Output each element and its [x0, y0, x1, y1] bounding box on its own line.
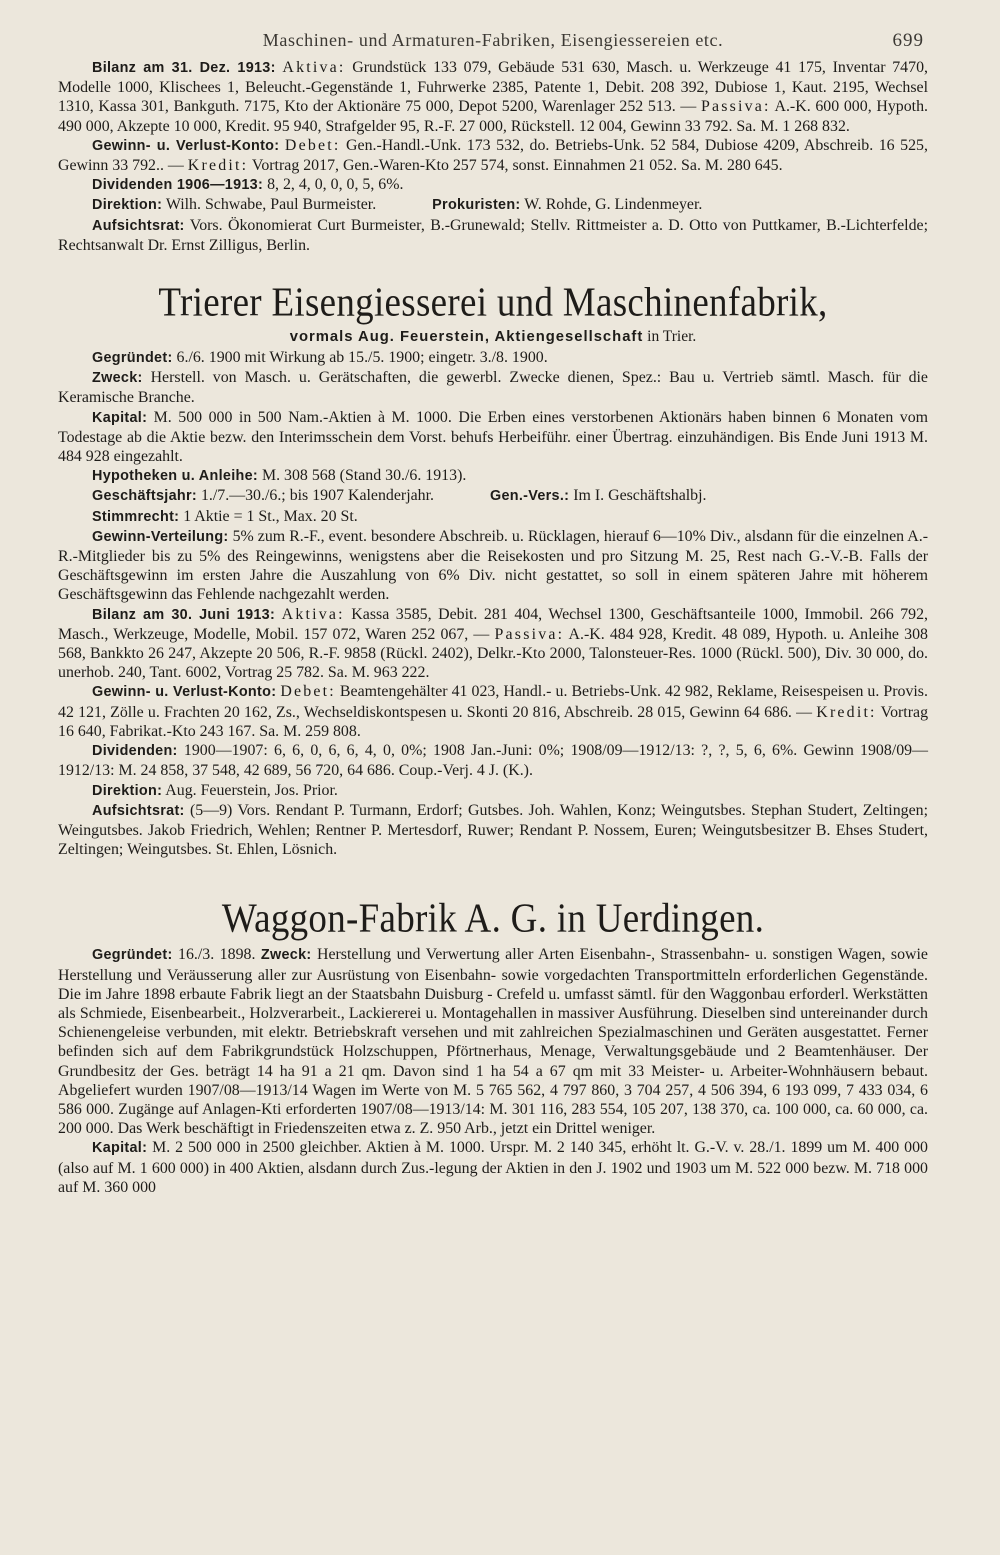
direktion-text: Aug. Feuerstein, Jos. Prior.	[165, 781, 338, 799]
aufsichtsrat-text: (5—9) Vors. Rendant P. Turmann, Erdorf; Gutsbes. Joh. Wahlen, Konz; Weingutsbes. Stephan Studert, Zeltingen; Weingutsbes. Jakob Friedrich, Wehlen; Rentner P. Mertesdorf, Ruwer; Rendant P. Nossem, Euren; Weingutsbesitzer B. Ehses Studert, Zeltingen; Weingutsbes. St. Ehlen, Lösnich.	[58, 801, 928, 859]
dividenden-text: 8, 2, 4, 0, 0, 0, 5, 6%.	[267, 176, 404, 194]
aufsichtsrat-label: Aufsichtsrat:	[92, 217, 185, 234]
passiva-label: Passiva:	[700, 98, 771, 116]
kapital-text: M. 500 000 in 500 Nam.-Aktien à M. 1000. Die Erben eines verstorbenen Aktionärs haben binnen 6 Monaten vom Todestage ab die Aktie bezw. den Interimsschein dem Vorst. behufs Herbeiführ. einer Übertrag. einzuhändigen. Bis Ende Juni 1913 M. 484 928 eingezahlt.	[58, 408, 928, 466]
kapital-entry	[58, 408, 928, 467]
dividenden-entry	[58, 175, 928, 195]
prokuristen-text: W. Rohde, G. Lindenmeyer.	[524, 196, 703, 214]
bilanz-label: Bilanz am 31. Dez. 1913:	[92, 60, 276, 76]
guv-label: Gewinn- u. Verlust-Konto:	[92, 137, 280, 154]
stimmrecht-label: Stimmrecht:	[92, 508, 180, 525]
gewinnverteilung-entry	[58, 527, 928, 605]
kredit-text: Vortrag 16 640, Fabrikat.-Kto 243 167. Sa. M. 259 808.	[58, 703, 929, 740]
aufsichtsrat-entry	[58, 801, 928, 860]
guv-entry	[58, 682, 928, 741]
debet-text: Beamtengehälter 41 023, Handl.- u. Betriebs-Unk. 42 982, Reklame, Reisespeisen u. Provis. 42 121, Zölle u. Frachten 20 162, Zs., Wechseldiskontspesen u. Skonti 20 816, Abschreib. 28 015, Gewinn 64 686. —	[58, 683, 928, 721]
direktion-label: Direktion:	[92, 197, 163, 214]
kapital-text: M. 2 500 000 in 2500 gleichber. Aktien à M. 1000. Urspr. M. 2 140 345, erhöht lt. G.-V. v. 28./1. 1899 um M. 400 000 (also auf M. 1 600 000) in 400 Aktien, alsdann durch Zus.-legung der Aktien in den J. 1902 und 1903 um M. 522 000 bezw. M. 718 000 auf M. 360 000	[58, 1139, 929, 1196]
dividenden-label: Dividenden:	[92, 743, 178, 760]
aktiva-label: Aktiva:	[281, 605, 345, 623]
geschaeftsjahr-label: Geschäftsjahr:	[92, 488, 197, 505]
waggon-section	[58, 897, 928, 1197]
hypotheken-label: Hypotheken u. Anleihe:	[92, 468, 258, 485]
gegruendet-text: 16./3. 1898.	[178, 946, 256, 964]
bilanz-entry	[58, 605, 928, 683]
prokuristen-label: Prokuristen:	[432, 197, 521, 214]
passiva-text: A.-K. 484 928, Kredit. 48 089, Hypoth. u. Anleihe 308 568, Bankkto 26 247, Akzepte 20 506, R.-F. 9858 (Rückl. 2402), Delkr.-Kto 2000, Talonsteuer-Res. 1000 (Rückl. 500), Div. 30 000, do. unerhob. 240, Tant. 6002, Vortrag 25 782. Sa. M. 963 222.	[58, 625, 928, 682]
company-title-waggon: Waggon-Fabrik A. G. in Uerdingen.	[221, 895, 765, 942]
kredit-label: Kredit:	[816, 703, 877, 721]
aufsichtsrat-entry	[58, 216, 928, 255]
guv-entry	[58, 136, 928, 175]
kapital-label: Kapital:	[92, 1140, 148, 1157]
company-title-trierer: Trierer Eisengiesserei und Maschinenfabrik,	[158, 279, 828, 326]
gegruendet-label: Gegründet:	[92, 947, 173, 964]
direktion-label: Direktion:	[92, 782, 163, 799]
debet-text: Gen.-Handl.-Unk. 173 532, do. Betriebs-Unk. 52 584, Dubiose 4209, Abschreib. 16 525, Gewinn 33 792.. —	[58, 136, 928, 175]
previous-company-section	[58, 58, 928, 255]
aktiva-text: Grundstück 133 079, Gebäude 531 630, Masch. u. Werkzeuge 41 175, Inventar 7470, Modelle 1000, Klischees 1, Beleucht.-Gegenstände 1, Fuhrwerke 2385, Patente 1, Debit. 208 392, Dubiose 1, Kaut. 2195, Wechsel 1310, Kassa 301, Bankguth. 7175, Kto der Aktionäre 75 000, Depot 5200, Warenlager 252 513. —	[58, 59, 928, 116]
kapital-label: Kapital:	[92, 409, 148, 426]
kredit-label: Kredit:	[187, 157, 249, 175]
aufsichtsrat-text: Vors. Ökonomierat Curt Burmeister, B.-Grunewald; Stellv. Rittmeister a. D. Otto von Puttkamer, B.-Lichterfelde; Rechtsanwalt Dr. Ernst Zilligus, Berlin.	[58, 216, 928, 254]
gegruendet-text: 6./6. 1900 mit Wirkung ab 15./5. 1900; eingetr. 3./8. 1900.	[176, 349, 548, 367]
kapital-entry	[58, 1138, 928, 1197]
guv-label: Gewinn- u. Verlust-Konto:	[92, 684, 277, 701]
running-head	[58, 28, 928, 58]
hypotheken-entry	[58, 466, 928, 486]
running-title: Maschinen- und Armaturen-Fabriken, Eisengiessereien etc.	[262, 30, 724, 50]
direktion-entry	[58, 781, 928, 801]
dividenden-text: 1900—1907: 6, 6, 0, 6, 6, 4, 0, 0%; 1908 Jan.-Juni: 0%; 1908/09—1912/13: ?, ?, 5, 6, 6%. Gewinn 1908/09—1912/13: M. 24 858, 37 548, 42 689, 56 720, 64 686. Coup.-Verj. 4 J. (K.).	[58, 742, 928, 780]
stimmrecht-text: 1 Aktie = 1 St., Max. 20 St.	[183, 507, 358, 525]
gegruendet-entry	[58, 348, 928, 368]
gewinnverteilung-text: 5% zum R.-F., event. besondere Abschreib. u. Rücklagen, hierauf 6—10% Div., alsdann für die einzelnen A.-R.-Mitglieder bis zu 5% des Reingewinns, wenigstens aber die Reisekosten und pro Sitzung M. 25, Rest nach G.-V.-B. Falls der Geschäftsgewinn im ersten Jahre die Auszahlung von 6% Div. nicht gestattet, so soll in einem späteren Jahre mit höherem Geschäftsgewinn das Fehlende nachgezahlt werden.	[58, 527, 928, 604]
geschaeftsjahr-text: 1./7.—30./6.; bis 1907 Kalenderjahr.	[200, 487, 434, 505]
aktiva-label: Aktiva:	[282, 59, 346, 76]
passiva-text: A.-K. 600 000, Hypoth. 490 000, Akzepte 10 000, Kredit. 95 940, Strafgelder 95, R.-F. 27 000, Rückstell. 12 004, Gewinn 33 792. Sa. M. 1 268 832.	[58, 98, 928, 135]
zweck-entry	[58, 368, 928, 407]
zweck-text: Herstell. von Masch. u. Gerätschaften, die gewerbl. Zwecke dienen, Spez.: Bau u. Vertrieb sämtl. Masch. für die Keramische Branche.	[58, 369, 928, 407]
gegruendet-label: Gegründet:	[92, 350, 173, 367]
gegruendet-zweck-entry	[58, 945, 928, 1138]
zweck-text: Herstellung und Verwertung aller Arten Eisenbahn-, Strassenbahn- u. sonstigen Wagen, sowie Herstellung und Veräusserung aller zur Ausrüstung von Eisenbahn- sowie vorgedachten Transportmitteln erforderlichen Gegenstände. Die im Jahre 1898 erbaute Fabrik liegt an der Staatsbahn Duisburg - Crefeld u. umfasst sämtl. für den Waggonbau erforderl. Werkstätten als Schmiede, Eisenbearbeit., Holzverarbeit., Lackiererei u. Montagehallen in massiver Ausführung. Dieselben sind untereinander durch Schienengeleise verbunden, mit elektr. Betriebskraft versehen und mit zahlreichen Spezialmaschinen und Geräten ausgestattet. Ferner befinden sich auf dem Fabrikgrundstück Holzschuppen, Pförtnerhaus, Menage, Verwaltungsgebäude und 2 Beamtenhäuser. Der Grundbesitz der Ges. beträgt 14 ha 91 a 21 qm. Davon sind 1 ha 54 a 67 qm mit 33 Meister- u. Arbeiter-Wohnhäusern bebaut. Abgeliefert wurden 1907/08—1913/14 Wagen im Werte von M. 5 765 562, 4 797 860, 3 704 257, 4 506 394, 6 193 099, 7 433 034, 6 586 000. Zugänge auf Anlagen-Kti erforderten 1907/08—1913/14: M. 301 116, 283 554, 105 207, 138 370, ca. 100 000, ca. 60 000, ca. 200 000. Das Werk beschäftigt in Friedenszeiten etwa z. Z. 950 Arb., jetzt ein Drittel weniger.	[58, 946, 928, 1138]
zweck-label: Zweck:	[92, 370, 143, 387]
dividenden-label: Dividenden 1906—1913:	[92, 177, 264, 194]
gewinnverteilung-label: Gewinn-Verteilung:	[92, 528, 229, 545]
subtitle-rest: in Trier.	[647, 328, 697, 346]
subtitle-bold: vormals Aug. Feuerstein, Aktiengesellschaft	[289, 329, 644, 346]
debet-label: Debet:	[280, 683, 336, 701]
dividenden-entry	[58, 741, 928, 780]
trierer-section	[58, 281, 928, 859]
aufsichtsrat-label: Aufsichtsrat:	[92, 802, 185, 819]
direktion-entry	[58, 195, 928, 215]
genvers-label: Gen.-Vers.:	[489, 488, 570, 505]
geschaeftsjahr-entry	[58, 486, 928, 506]
aktiva-text: Kassa 3585, Debit. 281 404, Wechsel 1300, Geschäftsanteile 1000, Immobil. 266 792, Masch., Werkzeuge, Modelle, Mobil. 157 072, Waren 252 067, —	[58, 605, 929, 643]
page-number: 699	[892, 30, 924, 51]
passiva-label: Passiva:	[494, 625, 565, 643]
company-subtitle-trierer	[58, 327, 928, 347]
kredit-text: Vortrag 2017, Gen.-Waren-Kto 257 574, sonst. Einnahmen 21 052. Sa. M. 280 645.	[251, 157, 783, 175]
direktion-text: Wilh. Schwabe, Paul Burmeister.	[165, 196, 377, 214]
bilanz-entry	[58, 58, 928, 136]
bilanz-label: Bilanz am 30. Juni 1913:	[92, 606, 276, 623]
zweck-label: Zweck:	[260, 947, 312, 964]
stimmrecht-entry	[58, 507, 928, 527]
hypotheken-text: M. 308 568 (Stand 30./6. 1913).	[261, 467, 467, 485]
genvers-text: Im I. Geschäftshalbj.	[573, 487, 707, 505]
debet-label: Debet:	[284, 136, 341, 154]
